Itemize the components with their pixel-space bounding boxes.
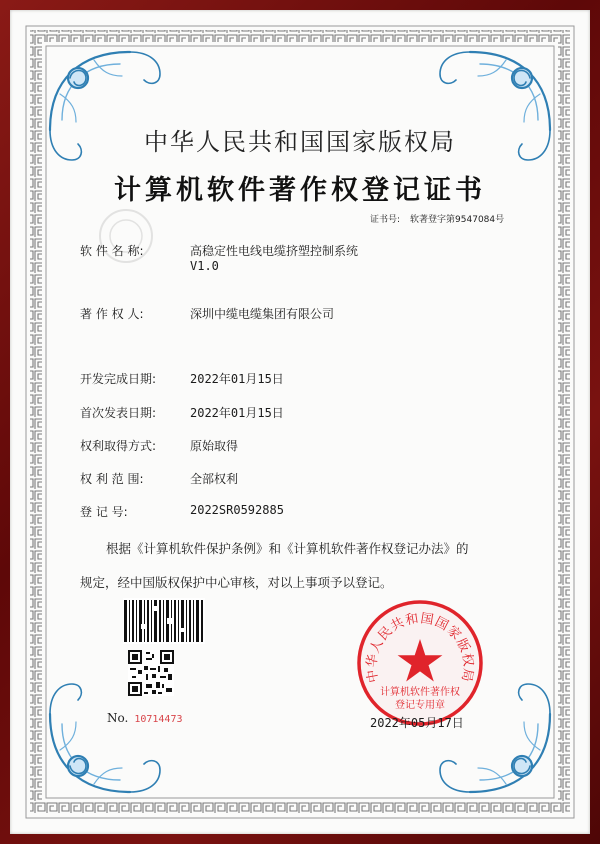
statement-line2: 规定，经中国版权保护中心审核，对以上事项予以登记。 [80,575,393,590]
statement [80,532,540,600]
publication-date-label: 首次发表日期: [80,406,157,420]
completion-date-value: 2022年01月15日 [190,372,284,386]
publication-date-value: 2022年01月15日 [190,406,284,420]
seal-inner-line1: 计算机软件著作权 [380,687,460,698]
completion-date-label: 开发完成日期: [80,372,157,386]
registration-label: 登 记 号: [80,505,128,519]
software-name-value [190,242,358,273]
certificate-title: 计算机软件著作权登记证书 [114,175,486,206]
certificate-content [10,10,590,834]
issue-date: 2022年05月17日 [370,716,464,730]
registration-value: 2022SR0592885 [190,503,284,517]
certificate-number-value: 软著登字第9547084号 [410,215,505,225]
serial-label: No. [107,711,129,725]
serial-number [107,711,183,725]
authority-title: 中华人民共和国国家版权局 [144,128,456,156]
certificate-number [370,212,504,225]
serial-value: 10714473 [134,714,183,725]
publication-date-row [80,404,284,421]
certificate-number-label: 证书号: [370,215,401,225]
software-version: V1.0 [190,259,219,273]
barcode [123,598,205,644]
qr-code [128,650,174,696]
certificate-paper [10,10,590,834]
seal-outer-text: 中华人民共和国国家版权局 [364,611,476,684]
owner-label: 著 作 权 人: [80,307,144,321]
owner-value: 深圳中缆电缆集团有限公司 [190,307,335,321]
software-name-label: 软 件 名 称: [80,244,144,258]
acquisition-row [80,437,238,454]
statement-line1: 根据《计算机软件保护条例》和《计算机软件著作权登记办法》的 [106,541,469,556]
registration-row [80,503,284,520]
seal-inner-line2: 登记专用章 [395,700,445,711]
scope-label: 权 利 范 围: [80,472,144,486]
scope-value: 全部权利 [190,472,239,486]
scope-row [80,470,238,487]
owner-row [80,305,334,322]
official-seal [355,598,485,728]
acquisition-value: 原始取得 [190,439,239,453]
completion-date-row [80,370,284,387]
software-name-line1: 高稳定性电线电缆挤塑控制系统 [190,244,359,258]
acquisition-label: 权利取得方式: [80,439,157,453]
software-name-row [80,242,358,273]
